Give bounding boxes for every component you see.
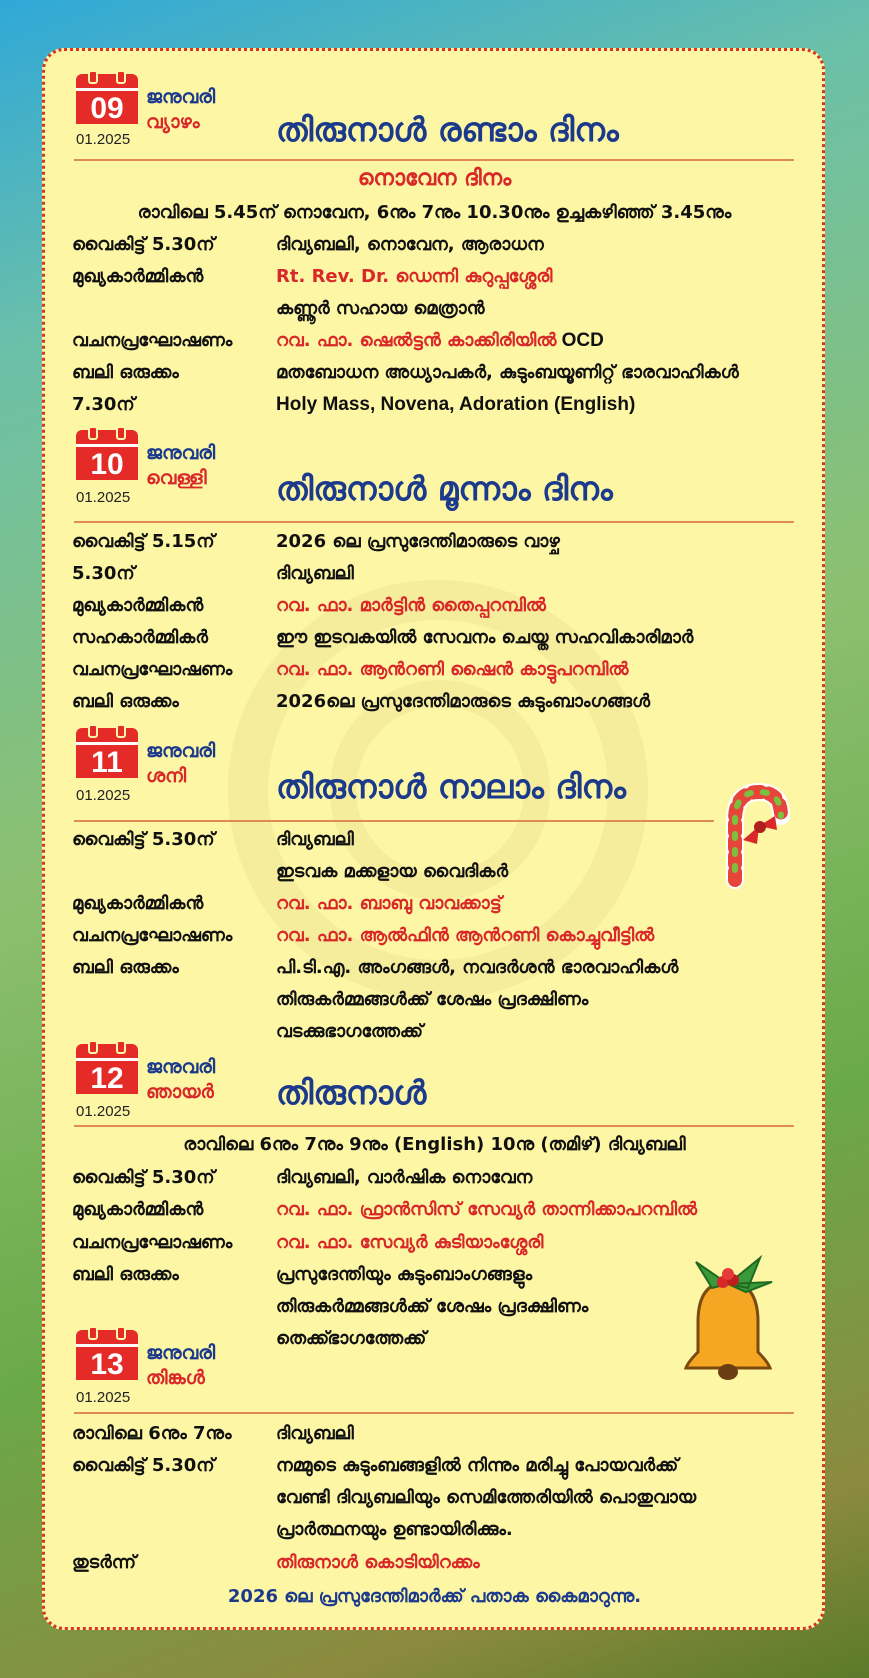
calendar-date: 10	[76, 444, 138, 480]
row-value: ദിവ്യബലി	[276, 1423, 354, 1444]
calendar-icon	[76, 70, 138, 124]
row-value: ദിവ്യബലി	[276, 563, 354, 584]
row-label: ബലി ഒരുക്കം	[72, 957, 179, 978]
row-value: ദിവ്യബലി	[276, 829, 354, 850]
christmas-bell-icon	[668, 1252, 788, 1392]
morning-schedule: രാവിലെ 5.45ന് നൊവേന, 6നും 7നും 10.30നും ഉച്ചകഴിഞ്ഞ് 3.45നും	[137, 202, 732, 223]
calendar-icon	[76, 426, 138, 480]
day-heading: തിരുനാൾ	[276, 1073, 427, 1112]
divider	[74, 1412, 794, 1414]
calendar-icon	[76, 724, 138, 778]
row-value: പ്രാർത്ഥനയും ഉണ്ടായിരിക്കും.	[276, 1519, 513, 1540]
novena-day-subtitle: നൊവേന ദിനം	[357, 166, 512, 191]
row-value: വേണ്ടി ദിവ്യബലിയും സെമിത്തേരിയിൽ പൊതുവായ	[276, 1487, 697, 1508]
weekday-label: തിങ്കൾ	[146, 1367, 205, 1389]
preacher-name: റവ. ഫാ. ആൽഫിൻ ആൻറണി കൊച്ചുവീട്ടിൽ	[276, 925, 655, 946]
row-value: 2026 ലെ പ്രസുദേന്തിമാരുടെ വാഴ്ച	[276, 531, 560, 552]
row-value: തിരുകർമ്മങ്ങൾക്ക് ശേഷം പ്രദക്ഷിണം	[276, 1296, 589, 1317]
preacher-name: റവ. ഫാ. ആൻറണി ഷൈൻ കാട്ടുപറമ്പിൽ	[276, 659, 629, 680]
preacher-name: റവ. ഫാ. സേവ്യർ കുടിയാംശ്ശേരി	[276, 1232, 544, 1253]
divider	[74, 820, 714, 822]
footer-note: 2026 ലെ പ്രസുദേന്തിമാർക്ക് പതാക കൈമാറുന്നു.	[227, 1586, 642, 1607]
divider	[74, 1125, 794, 1127]
row-label: വചനപ്രഘോഷണം	[72, 1232, 233, 1253]
divider	[74, 159, 794, 161]
calendar-year: 01.2025	[76, 1103, 131, 1120]
row-label: തുടർന്ന്	[72, 1552, 137, 1573]
preacher-suffix: OCD	[556, 330, 604, 351]
calendar-icon	[76, 1326, 138, 1380]
month-label: ജനുവരി	[146, 1056, 216, 1078]
row-label: മുഖ്യകാർമ്മികൻ	[72, 595, 204, 616]
calendar-icon	[76, 1040, 138, 1094]
row-label: വചനപ്രഘോഷണം	[72, 659, 233, 680]
row-value: 2026ലെ പ്രസുദേന്തിമാരുടെ കുടുംബാംഗങ്ങൾ	[276, 691, 651, 712]
calendar-date: 12	[76, 1058, 138, 1094]
celebrant-name: റവ. ഫാ. ഫ്രാൻസിസ് സേവ്യർ താന്നിക്കാപറമ്പിൽ	[276, 1199, 698, 1220]
preacher-line	[276, 330, 604, 352]
row-label: വചനപ്രഘോഷണം	[72, 925, 233, 946]
calendar-date: 13	[76, 1344, 138, 1380]
divider	[74, 521, 794, 523]
row-value: പി.ടി.എ. അംഗങ്ങൾ, നവദർശൻ ഭാരവാഹികൾ	[276, 957, 679, 978]
row-label: 5.30ന്	[72, 563, 135, 584]
month-label: ജനുവരി	[146, 740, 216, 762]
calendar-year: 01.2025	[76, 131, 131, 148]
day-heading: തിരുനാൾ മൂന്നാം ദിനം	[276, 469, 613, 508]
row-label: രാവിലെ 6നും 7നും	[72, 1423, 232, 1444]
row-value: ദിവ്യബലി, വാർഷിക നൊവേന	[276, 1167, 533, 1188]
row-label: വൈകിട്ട് 5.30ന്	[72, 1167, 215, 1188]
row-value: തിരുകർമ്മങ്ങൾക്ക് ശേഷം പ്രദക്ഷിണം	[276, 989, 589, 1010]
row-value: തെക്ക്ഭാഗത്തേക്ക്	[276, 1328, 427, 1349]
row-label: വൈകിട്ട് 5.15ന്	[72, 531, 215, 552]
row-value: വടക്കുഭാഗത്തേക്ക്	[276, 1021, 424, 1042]
row-label: ബലി ഒരുക്കം	[72, 362, 179, 383]
preacher-name: റവ. ഫാ. ഷെൽട്ടൻ കാക്കിരിയിൽ	[276, 330, 557, 351]
row-value: ഇടവക മക്കളായ വൈദികർ	[276, 861, 509, 882]
row-label: മുഖ്യകാർമ്മികൻ	[72, 1199, 204, 1220]
day-heading: തിരുനാൾ രണ്ടാം ദിനം	[276, 110, 619, 149]
weekday-label: വെള്ളി	[146, 467, 207, 489]
row-value: Holy Mass, Novena, Adoration (English)	[276, 394, 636, 415]
row-label: 7.30ന്	[72, 394, 135, 415]
row-label: വചനപ്രഘോഷണം	[72, 330, 233, 351]
row-value: പ്രസുദേന്തിയും കുടുംബാംഗങ്ങളും	[276, 1264, 533, 1285]
weekday-label: ശനി	[146, 765, 187, 787]
row-label: വൈകിട്ട് 5.30ന്	[72, 1455, 215, 1476]
celebrant-name: റവ. ഫാ. ബാബു വാവക്കാട്ട്	[276, 893, 502, 914]
celebrant-name: Rt. Rev. Dr. ഡെന്നി കുറുപ്പശ്ശേരി	[276, 266, 553, 287]
calendar-date: 11	[76, 742, 138, 778]
calendar-year: 01.2025	[76, 1389, 131, 1406]
row-label: സഹകാർമ്മികർ	[72, 627, 208, 648]
row-value: ദിവ്യബലി, നൊവേന, ആരാധന	[276, 234, 544, 255]
calendar-year: 01.2025	[76, 489, 131, 506]
celebrant-name: റവ. ഫാ. മാർട്ടിൻ തൈപ്പറമ്പിൽ	[276, 595, 546, 616]
morning-schedule: രാവിലെ 6നും 7നും 9നും (English) 10നു (തമിഴ്) ദിവ്യബലി	[183, 1134, 686, 1155]
flag-lowering: തിരുനാൾ കൊടിയിറക്കം	[276, 1552, 480, 1573]
row-label: ബലി ഒരുക്കം	[72, 1264, 179, 1285]
month-label: ജനുവരി	[146, 86, 216, 108]
month-label: ജനുവരി	[146, 1342, 216, 1364]
row-label: വൈകിട്ട് 5.30ന്	[72, 234, 215, 255]
calendar-year: 01.2025	[76, 787, 131, 804]
month-label: ജനുവരി	[146, 442, 216, 464]
weekday-label: വ്യാഴം	[146, 111, 200, 133]
weekday-label: ഞായർ	[146, 1081, 214, 1103]
row-value: നമ്മുടെ കുടുംബങ്ങളിൽ നിന്നും മരിച്ചു പോയവർക്ക്	[276, 1455, 679, 1476]
row-label: മുഖ്യകാർമ്മികൻ	[72, 893, 204, 914]
row-label: ബലി ഒരുക്കം	[72, 691, 179, 712]
row-label: വൈകിട്ട് 5.30ന്	[72, 829, 215, 850]
row-value: കണ്ണൂർ സഹായ മെത്രാൻ	[276, 298, 485, 319]
day-heading: തിരുനാൾ നാലാം ദിനം	[276, 767, 626, 806]
row-label: മുഖ്യകാർമ്മികൻ	[72, 266, 204, 287]
row-value: മതബോധന അധ്യാപകർ, കുടുംബയൂണിറ്റ് ഭാരവാഹികൾ	[276, 362, 739, 383]
calendar-date: 09	[76, 88, 138, 124]
row-value: ഈ ഇടവകയിൽ സേവനം ചെയ്ത സഹവികാരിമാർ	[276, 627, 694, 648]
candy-cane-icon	[713, 780, 793, 890]
